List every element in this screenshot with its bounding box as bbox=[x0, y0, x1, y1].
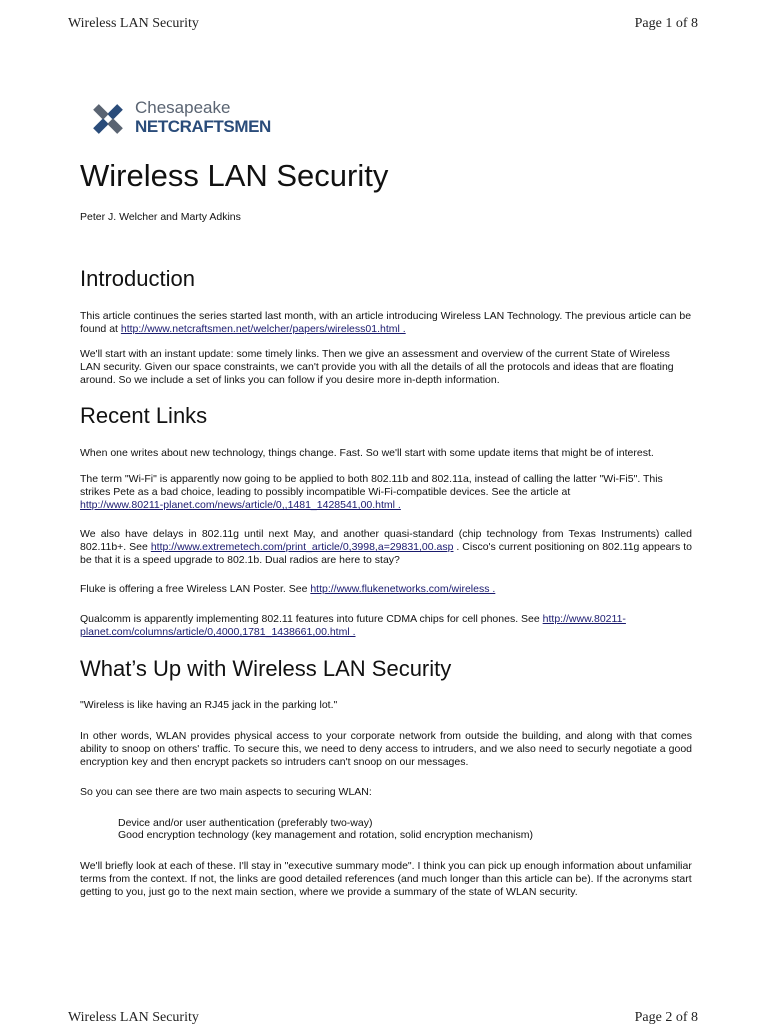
footer-title: Wireless LAN Security bbox=[68, 1010, 199, 1025]
page-header bbox=[68, 16, 698, 32]
recent-p3-text-a: We also have delays in 802.11g until next May, and another quasi-standard (chip technology from Texas Instruments) called 802.11b+. See bbox=[80, 528, 692, 553]
x-cross-logo-icon bbox=[90, 101, 126, 137]
recent-p4-text: Fluke is offering a free Wireless LAN Poster. See bbox=[80, 583, 311, 595]
company-logo bbox=[90, 98, 290, 140]
intro-p1-text: This article continues the series started last month, with an article introducing Wireless LAN Technology. The previous article can be found at bbox=[80, 310, 692, 335]
intro-paragraph-2: We'll start with an instant update: some timely links. Then we give an assessment and overview of the current State of Wireless LAN security. Given our space constraints, we can't provide you with all the details of all the protocols and ideas that are floating around. So we include a set of links you can follow if you desire more in-depth information. bbox=[80, 348, 674, 386]
heading-whats-up: What’s Up with Wireless LAN Security bbox=[80, 656, 452, 681]
authors: Peter J. Welcher and Marty Adkins bbox=[80, 211, 241, 223]
header-page-number: Page 1 of 8 bbox=[634, 16, 698, 31]
whatsup-paragraph-1: In other words, WLAN provides physical access to your corporate network from outside the building, and along with that comes ability to snoop on others' traffic. To secure this, we need to deny access to intruders, and we also need to securly negotiate a good encryption key and then encrypt packets so intruders can't snoop on our messages. bbox=[80, 730, 692, 768]
recent-p2-text: The term "Wi-Fi" is apparently now going to be applied to both 802.11b and 802.11a, instead of calling the latter "Wi-Fi5". This strikes Pete as a bad choice, leading to possibly incompatible Wi-Fi-compatible devices. See the article at bbox=[80, 473, 663, 498]
header-title: Wireless LAN Security bbox=[68, 16, 199, 31]
list-item: Good encryption technology (key management and rotation, solid encryption mechanism) bbox=[118, 829, 533, 841]
link-extremetech[interactable]: http://www.extremetech.com/print_article/0,3998,a=29831,00.asp bbox=[150, 541, 454, 553]
whatsup-paragraph-2: So you can see there are two main aspects to securing WLAN: bbox=[80, 786, 372, 798]
recent-paragraph-1: When one writes about new technology, things change. Fast. So we'll start with some update items that might be of interest. bbox=[80, 447, 654, 459]
link-flukenetworks[interactable]: http://www.flukenetworks.com/wireless . bbox=[310, 583, 496, 595]
link-80211-planet-news[interactable]: http://www.80211-planet.com/news/article/0,,1481_1428541,00.html . bbox=[80, 499, 401, 511]
heading-introduction: Introduction bbox=[80, 266, 195, 291]
link-80211-planet-columns[interactable]: http://www.80211-planet.com/columns/article/0,4000,1781_1438661,00.html . bbox=[80, 613, 626, 638]
recent-p3-text-b: . Cisco's current positioning on 802.11g appears to be that it is a speed upgrade to 802.1b. Dual radios are here to stay? bbox=[80, 541, 692, 566]
recent-p5-text: Qualcomm is apparently implementing 802.11 features into future CDMA chips for cell phones. See bbox=[80, 613, 543, 625]
intro-paragraph-1 bbox=[80, 310, 692, 336]
document-title: Wireless LAN Security bbox=[80, 158, 389, 193]
whatsup-quote: "Wireless is like having an RJ45 jack in the parking lot." bbox=[80, 699, 338, 711]
logo-line2: NETCRAFTSMEN bbox=[135, 117, 271, 136]
heading-recent-links: Recent Links bbox=[80, 403, 208, 428]
footer-page-number: Page 2 of 8 bbox=[634, 1010, 698, 1025]
recent-paragraph-4 bbox=[80, 583, 692, 596]
logo-line1: Chesapeake bbox=[135, 98, 231, 117]
whatsup-paragraph-3: We'll briefly look at each of these. I'll stay in "executive summary mode". I think you can pick up enough information about unfamiliar terms from the context. If not, the links are good detailed references (and much longer than this article can be). If the acronyms start getting to you, just go to the next main section, where we provide a summary of the state of WLAN security. bbox=[80, 860, 692, 898]
list-item: Device and/or user authentication (preferably two-way) bbox=[118, 817, 373, 829]
link-wireless01[interactable]: http://www.netcraftsmen.net/welcher/papers/wireless01.html . bbox=[120, 323, 406, 335]
recent-paragraph-5 bbox=[80, 613, 692, 639]
recent-paragraph-3 bbox=[80, 528, 692, 567]
recent-paragraph-2 bbox=[80, 473, 692, 512]
